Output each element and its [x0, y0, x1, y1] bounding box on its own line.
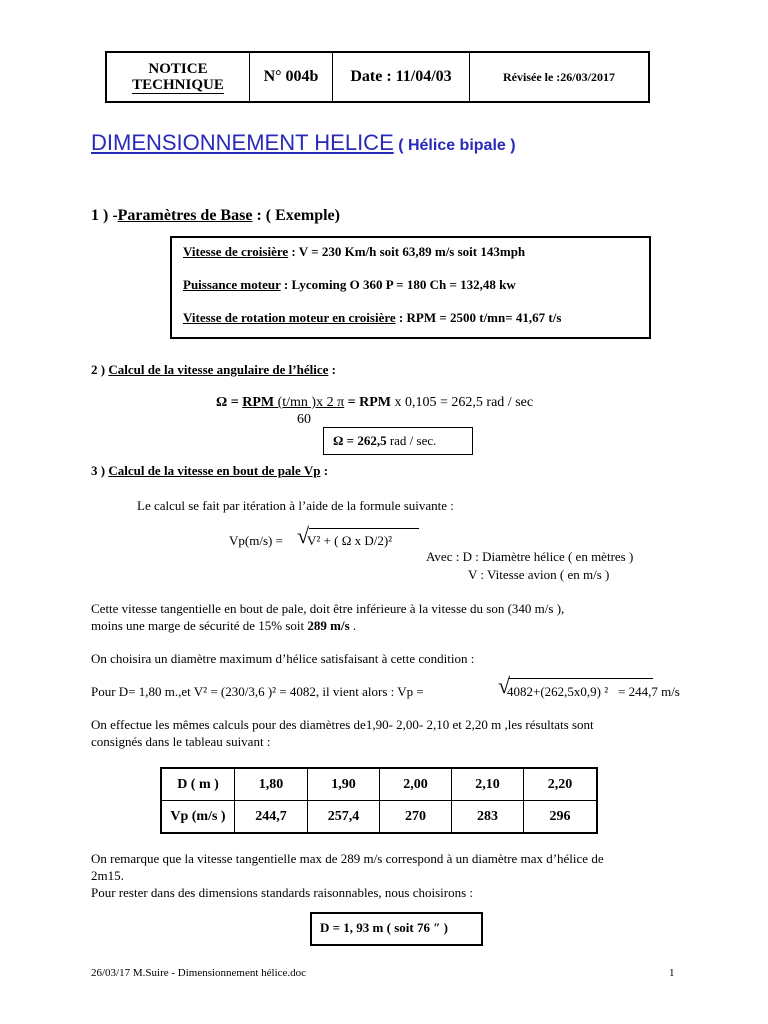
formula-pi: π	[337, 395, 345, 410]
iteration-intro: Le calcul se fait par itération à l’aide de la formule suivante :	[137, 498, 454, 513]
table-cell: 1,80	[235, 768, 308, 801]
title-main: DIMENSIONNEMENT HELICE	[91, 130, 394, 155]
footer-left: 26/03/17 M.Suire - Dimensionnement hélice.doc	[91, 967, 307, 979]
section2-heading	[91, 362, 336, 378]
vp-formula-lhs: Vp(m/s) =	[229, 533, 283, 548]
sqrt-bar-2	[509, 678, 653, 679]
table-cell: 283	[452, 801, 524, 834]
table-row	[161, 801, 597, 834]
sqrt-symbol-2: √	[498, 673, 511, 698]
paragraph-example-calc	[91, 684, 424, 700]
paragraph-choose-diameter: On choisira un diamètre maximum d’hélice satisfaisant à cette condition :	[91, 651, 475, 666]
table-cell: 296	[524, 801, 598, 834]
header-number: N° 004b	[263, 68, 319, 85]
header-date-cell	[333, 53, 470, 101]
table-cell: D ( m )	[161, 768, 235, 801]
paragraph-speed-limit-2	[91, 618, 356, 634]
formula-eq: = RPM	[344, 395, 392, 410]
header-revised-cell	[470, 53, 648, 101]
final-diameter: D = 1, 93 m ( soit 76 ″ )	[320, 920, 448, 935]
paragraph-results-1: On effectue les mêmes calculs pour des diamètres de1,90- 2,00- 2,10 et 2,20 m ,les résultats sont	[91, 717, 594, 732]
header-revised: Révisée le :26/03/2017	[503, 69, 615, 84]
header-notice-line1: NOTICE	[148, 60, 208, 77]
table-cell: 244,7	[235, 801, 308, 834]
omega-symbol: Ω =	[216, 395, 243, 410]
table-cell: 270	[380, 801, 452, 834]
table-cell: 2,10	[452, 768, 524, 801]
header-notice-cell	[107, 53, 250, 101]
section3-prefix: 3 )	[91, 463, 109, 478]
legend-v: V : Vitesse avion ( en m/s )	[468, 567, 610, 582]
formula-rest: x 0,105 = 262,5 rad / sec	[391, 395, 534, 410]
section1-heading	[91, 207, 340, 225]
legend-d: Avec : D : Diamètre hélice ( en mètres )	[426, 549, 634, 564]
section1-suffix: : ( Exemple)	[252, 207, 340, 224]
vp-formula-body: V² + ( Ω x D/2)²	[307, 533, 393, 548]
section3-heading	[91, 463, 328, 479]
header-date: Date : 11/04/03	[350, 68, 452, 85]
paragraph-results-2: consignés dans le tableau suivant :	[91, 734, 271, 749]
omega-result	[333, 433, 436, 449]
header-table	[105, 51, 650, 103]
header-number-cell	[250, 53, 333, 101]
conclusion-line2: 2m15.	[91, 868, 124, 883]
section3-suffix: :	[320, 463, 329, 478]
header-notice-line2: TECHNIQUE	[132, 76, 224, 93]
page-number: 1	[669, 967, 675, 979]
param-speed-label: Vitesse de croisière	[183, 244, 289, 259]
page-title	[91, 130, 516, 156]
title-sub: ( Hélice bipale )	[393, 137, 516, 154]
p1-end: .	[349, 618, 357, 633]
table-cell: 257,4	[308, 801, 380, 834]
formula-denominator: 60	[297, 412, 311, 427]
p1-bold: 289 m/s	[307, 618, 350, 633]
table-cell: 1,90	[308, 768, 380, 801]
section1-heading-text: Paramètres de Base	[117, 207, 253, 224]
param-power-value: : Lycoming O 360 P = 180 Ch = 132,48 kw	[280, 277, 516, 292]
conclusion-line3: Pour rester dans des dimensions standards raisonnables, nous choisirons :	[91, 885, 474, 900]
param-speed-value: : V = 230 Km/h soit 63,89 m/s soit 143mph	[288, 244, 526, 259]
p3-start: Pour D= 1,80 m.,et V² = (230/3,6 )² = 4082, il vient alors : Vp =	[91, 684, 424, 699]
paragraph-speed-limit-1: Cette vitesse tangentielle en bout de pale, doit être inférieure à la vitesse du son (340 m/s ),	[91, 601, 565, 616]
table-cell: 2,20	[524, 768, 598, 801]
param-rpm-label: Vitesse de rotation moteur en croisière	[183, 310, 396, 325]
section3-heading-text: Calcul de la vitesse en bout de pale Vp	[108, 463, 321, 478]
results-table	[160, 767, 598, 834]
table-cell: 2,00	[380, 768, 452, 801]
param-rpm-value: : RPM = 2500 t/mn= 41,67 t/s	[395, 310, 562, 325]
sqrt-bar	[309, 528, 419, 529]
section2-prefix: 2 )	[91, 362, 109, 377]
p3-sqrt-body: 4082+(262,5x0,9) ²	[507, 684, 609, 699]
formula-frac: (t/mn )x 2	[274, 395, 338, 410]
omega-result-value: Ω = 262,5	[333, 433, 387, 448]
section2-heading-text: Calcul de la vitesse angulaire de l’hélice	[108, 362, 329, 377]
param-speed	[183, 244, 525, 260]
param-power	[183, 277, 516, 293]
p1-text: moins une marge de sécurité de 15% soit	[91, 618, 308, 633]
omega-formula	[216, 395, 533, 411]
omega-result-unit: rad / sec.	[386, 433, 437, 448]
sqrt-symbol: √	[297, 523, 310, 548]
formula-rpm: RPM	[242, 395, 275, 410]
table-row	[161, 768, 597, 801]
p3-end: = 244,7 m/s	[618, 684, 680, 699]
section1-prefix: 1 ) -	[91, 207, 118, 224]
param-power-label: Puissance moteur	[183, 277, 281, 292]
conclusion-line1: On remarque que la vitesse tangentielle max de 289 m/s correspond à un diamètre max d’hélice de	[91, 851, 604, 866]
section2-suffix: :	[328, 362, 336, 377]
table-cell: Vp (m/s )	[161, 801, 235, 834]
param-rpm	[183, 310, 561, 326]
